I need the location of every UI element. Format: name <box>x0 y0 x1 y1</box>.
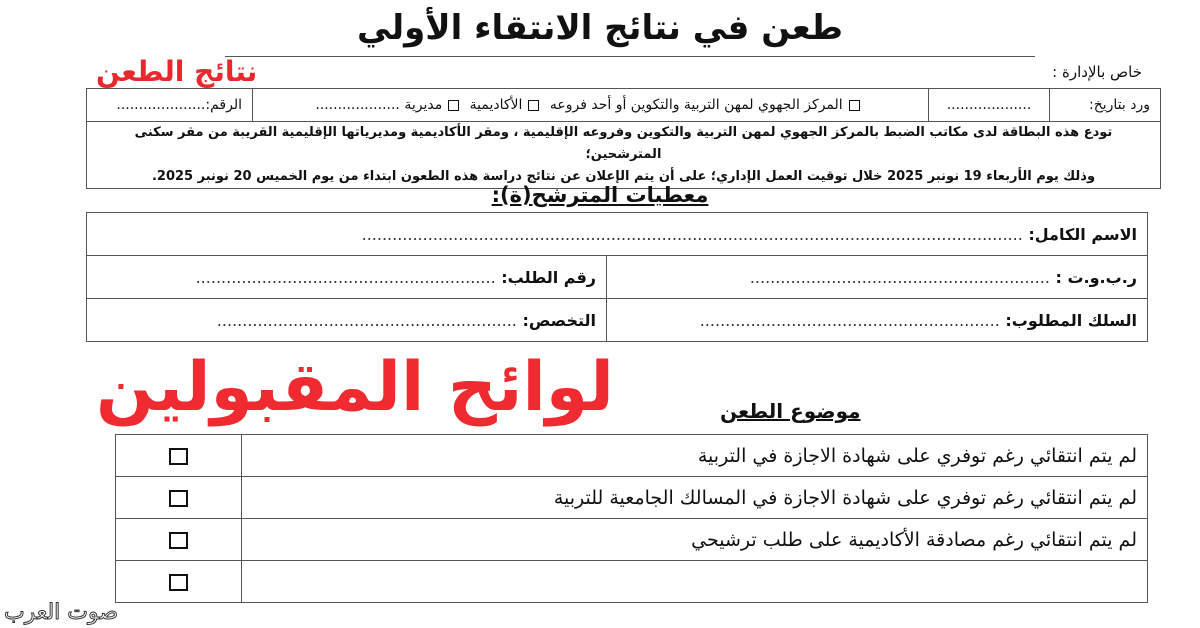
option-directorate: مديرية ................... <box>315 97 443 113</box>
option-center: المركز الجهوي لمهن التربية والتكوين أو أحد فروعه <box>549 97 843 113</box>
dots: ........................................................... <box>195 267 496 287</box>
table-row <box>116 561 1148 603</box>
dots: ........................................................... <box>699 310 1000 330</box>
full-name-field[interactable] <box>87 213 1148 256</box>
dots: ........................................................... <box>216 310 517 330</box>
received-date-label: ورد بتاريخ: <box>1050 89 1161 122</box>
candidate-table <box>86 212 1148 342</box>
overlay-results-text: نتائج الطعن <box>96 55 258 88</box>
admin-table <box>86 88 1161 189</box>
checkbox[interactable] <box>448 100 459 111</box>
received-date-field[interactable]: ................... <box>929 89 1050 122</box>
specialty-field[interactable] <box>87 299 607 342</box>
checkbox[interactable] <box>169 448 188 465</box>
subject-heading: موضوع الطعن <box>720 399 861 423</box>
candidate-heading: معطيات المترشح(ة): <box>491 183 709 207</box>
request-no-field[interactable] <box>87 256 607 299</box>
cin-label: ر.ب.و.ت : <box>1055 267 1137 287</box>
subject-item: لم يتم انتقائي رغم توفري على شهادة الاجازة في المسالك الجامعية للتربية <box>242 477 1148 519</box>
checkbox[interactable] <box>849 100 860 111</box>
subject-item: لم يتم انتقائي رغم مصادقة الأكاديمية على طلب ترشيحي <box>242 519 1148 561</box>
page-title: طعن في نتائج الانتقاء الأولي <box>356 8 844 48</box>
admin-label: خاص بالإدارة : <box>1052 63 1142 81</box>
table-row <box>116 519 1148 561</box>
notice <box>87 122 1161 189</box>
cadre-field[interactable] <box>607 299 1148 342</box>
number-cell[interactable] <box>87 89 253 122</box>
checkbox[interactable] <box>169 490 188 507</box>
origin-options <box>253 89 929 122</box>
dots: ........................................................... <box>749 267 1050 287</box>
subject-table <box>115 434 1148 603</box>
number-field[interactable]: .................... <box>116 97 206 113</box>
option-academy: الأكاديمية <box>469 97 523 113</box>
notice-line: تودع هذه البطاقة لدى مكاتب الضبط بالمركز الجهوي لمهن التربية والتكوين وفروعه الإقليمية ، ومقر الأكاديمية ومديرياتها الإقليمية القريبة من مقر سكنى المترشحين؛ <box>134 125 1113 162</box>
notice-line: وذلك يوم الأربعاء 19 نونبر 2025 خلال توقيت العمل الإداري؛ على أن يتم الإعلان عن نتائج دراسة هذه الطعون ابتداء من يوم الخميس 20 نونبر 2025. <box>151 169 1096 184</box>
specialty-label: التخصص: <box>522 310 596 330</box>
table-row <box>116 435 1148 477</box>
watermark: صوت العرب <box>4 600 119 625</box>
subject-item: لم يتم انتقائي رغم توفري على شهادة الاجازة في التربية <box>242 435 1148 477</box>
checkbox[interactable] <box>169 574 188 591</box>
checkbox[interactable] <box>528 100 539 111</box>
dots: .................................................................................................................................. <box>361 224 1023 244</box>
cin-field[interactable] <box>607 256 1148 299</box>
number-label: الرقم: <box>205 97 242 113</box>
table-row <box>116 477 1148 519</box>
request-no-label: رقم الطلب: <box>501 267 596 287</box>
title-divider <box>225 56 1035 57</box>
cadre-label: السلك المطلوب: <box>1005 310 1137 330</box>
checkbox[interactable] <box>169 532 188 549</box>
full-name-label: الاسم الكامل: <box>1028 224 1137 244</box>
overlay-accepted-lists-text: لوائح المقبولين <box>96 348 614 427</box>
